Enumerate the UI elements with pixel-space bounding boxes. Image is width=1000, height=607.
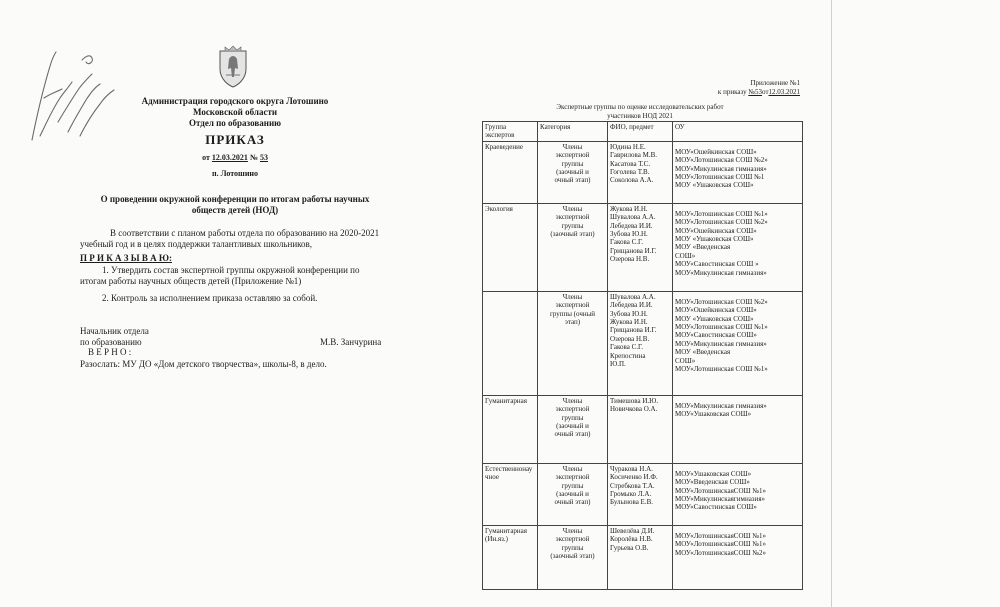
schools-line: МОУ«Ошейкинская СОШ» [675, 226, 757, 235]
category-line: (заочный и [556, 490, 589, 499]
table-row [483, 525, 803, 589]
schools-line: МОУ«Лотошинская СОШ №2» [675, 218, 768, 227]
members-line: Новичкова О.А. [610, 405, 658, 414]
schools-line: МОУ«ЛотошинскаяСОШ №1» [675, 540, 766, 549]
table-row [483, 291, 803, 395]
category-line: экспертной [555, 473, 590, 482]
table-header-row [483, 122, 803, 142]
order-word: П Р И К А З Ы В А Ю: [80, 253, 172, 263]
appendix-title [520, 103, 760, 120]
schools-line: СОШ» [675, 251, 696, 260]
number-prefix: № [249, 153, 258, 162]
members-line: Косиченко И.Ф. [610, 473, 658, 482]
category-line: группы (очный [549, 309, 596, 318]
table-cell-schools [673, 203, 803, 291]
table-cell-schools [673, 291, 803, 395]
table-cell-members [608, 203, 673, 291]
subject-line-2: обществ детей (НОД) [191, 205, 279, 215]
column-header: Группа экспертов [483, 122, 538, 142]
preamble-line-2: учебный год и в целях поддержки талантливых школьников, [80, 239, 313, 249]
members-line: Громыко Л.А. [610, 490, 652, 499]
table-cell-group [483, 395, 538, 463]
table-cell-members [608, 463, 673, 525]
members-line: Зубова Ю.Н. [610, 230, 648, 239]
schools-line: МОУ«Лотошинская СОШ №1» [675, 323, 768, 332]
schools-line: МОУ«Микулинская гимназия» [675, 268, 767, 277]
handwritten-signature [22, 40, 122, 150]
table-row [483, 203, 803, 291]
column-header: ФИО, предмет [608, 122, 673, 142]
appendix-label: Приложение №1 [750, 79, 800, 87]
schools-line: МОУ«Савостинская СОШ» [675, 331, 757, 340]
order-number: 53 [259, 153, 268, 162]
members-line: Жукова И.Н. [610, 204, 648, 213]
ref-prefix: к приказу [717, 88, 747, 96]
members-line: Грищанова И.Г. [610, 326, 657, 335]
group-line: (Ин.яз.) [485, 535, 508, 544]
table-cell-members [608, 525, 673, 589]
schools-line: МОУ«Лотошинская СОШ №2» [675, 156, 768, 165]
members-line: Гаврилова М.В. [610, 151, 657, 160]
expert-groups-table [482, 121, 803, 590]
category-line: очный этап) [554, 430, 591, 439]
members-line: Касатова Т.С. [610, 159, 651, 168]
table-cell-category [538, 525, 608, 589]
category-line: группы [561, 543, 584, 552]
appendix-title-line-1: Экспертные группы по оценке исследовательских работ [556, 103, 724, 111]
category-line: группы [561, 413, 584, 422]
item1-line-2: итогам работы научных обществ детей (Приложение №1) [80, 276, 302, 286]
schools-line: СОШ» [675, 356, 696, 365]
coat-of-arms-icon [216, 45, 250, 89]
category-line: (заочный и [556, 422, 589, 431]
category-line: этап) [564, 318, 581, 327]
document-type: ПРИКАЗ [205, 132, 265, 147]
category-line: Члены [562, 396, 583, 405]
schools-line: МОУ«Ушаковская СОШ» [675, 469, 752, 478]
category-line: экспертной [555, 213, 590, 222]
schools-line: МОУ«ЛотошинскаяСОШ №2» [675, 548, 766, 557]
ref-number: №53 [748, 88, 763, 96]
org-line-1: Администрация городского округа Лотошино [141, 96, 329, 106]
table-row [483, 395, 803, 463]
column-header: Категория [538, 122, 608, 142]
members-line: Чуракова Н.А. [610, 464, 653, 473]
schools-line: МОУ «Ушаковская СОШ» [675, 235, 754, 244]
members-line: Лебедева И.И. [610, 221, 653, 230]
date-prefix: от [202, 153, 210, 162]
table-cell-category [538, 463, 608, 525]
item1-line-1: 1. Утвердить состав экспертной группы окружной конференции по [102, 265, 360, 275]
schools-line: МОУ«ЛотошинскаяСОШ №1» [675, 531, 766, 540]
group-line: Экология [485, 204, 513, 213]
table-cell-members [608, 291, 673, 395]
distribution: Разослать: МУ ДО «Дом детского творчества», школы-8, в дело. [80, 359, 327, 369]
members-line: Крепостина [610, 351, 646, 360]
schools-line: МОУ «Ушаковская СОШ» [675, 181, 754, 190]
table-cell-schools [673, 395, 803, 463]
members-line: Гурьева О.В. [610, 543, 649, 552]
category-line: группы [561, 481, 584, 490]
head-title-line-1: Начальник отдела [80, 326, 149, 336]
members-line: Королёва Н.В. [610, 535, 653, 544]
members-line: Гакова С.Г. [610, 343, 644, 352]
category-line: Члены [562, 464, 583, 473]
category-line: Члены [562, 204, 583, 213]
members-line: Озерова Н.В. [610, 255, 650, 264]
place: п. Лотошино [211, 169, 259, 178]
schools-line: МОУ«Лотошинская СОШ №1 [675, 173, 765, 182]
preamble-line-1: В соответствии с планом работы отдела по образованию на 2020-2021 [110, 228, 380, 238]
preamble [80, 228, 400, 250]
table-cell-group [483, 141, 538, 203]
category-line: очный этап) [554, 498, 591, 507]
members-line: Шувалова А.А. [610, 292, 656, 301]
members-line: Жукова И.Н. [610, 318, 648, 327]
appendix-title-line-2: участников НОД 2021 [607, 111, 673, 120]
category-line: экспертной [555, 151, 590, 160]
order-item-1 [80, 265, 400, 287]
category-line: Члены [562, 142, 583, 151]
subject-line-1: О проведении окружной конференции по итогам работы научных [100, 194, 370, 204]
category-line: Члены [562, 526, 583, 535]
members-line: Соколова А.А. [610, 176, 654, 185]
category-line: экспертной [555, 405, 590, 414]
table-cell-group [483, 525, 538, 589]
table-cell-category [538, 141, 608, 203]
schools-line: МОУ«Савостинская СОШ» [675, 503, 757, 512]
group-line: Гуманитарная [485, 526, 527, 535]
category-line: группы [561, 159, 584, 168]
table-cell-group [483, 203, 538, 291]
order-item-2: 2. Контроль за исполнением приказа оставляю за собой. [102, 293, 318, 303]
members-line: Шувалова А.А. [610, 213, 656, 222]
table-cell-schools [673, 141, 803, 203]
group-line: Естественнонау [485, 464, 533, 473]
members-line: Грищанова И.Г. [610, 246, 657, 255]
members-line: Озерова Н.В. [610, 334, 650, 343]
category-line: Члены [562, 292, 583, 301]
table-row [483, 141, 803, 203]
order-subject [70, 194, 400, 216]
group-line: Гуманитарная [485, 396, 527, 405]
org-line-3: Отдел по образованию [188, 118, 282, 128]
schools-line: МОУ «Ушаковская СОШ» [675, 314, 754, 323]
org-line-2: Московской области [192, 107, 278, 117]
schools-line: МОУ«Ошейкинская СОШ» [675, 147, 757, 156]
group-line: Краеведение [485, 142, 523, 151]
head-title [80, 326, 149, 348]
category-line: (заочный этап) [550, 552, 595, 561]
category-line: очный этап) [554, 176, 591, 185]
table-cell-members [608, 395, 673, 463]
schools-line: МОУ«Лотошинская СОШ №1» [675, 209, 768, 218]
schools-line: МОУ«ЛотошинскаяСОШ №1» [675, 486, 766, 495]
ref-date: 12.03.2021 [768, 88, 800, 96]
members-line: Шевелёва Д.И. [610, 526, 655, 535]
order-date: 12.03.2021 [211, 153, 248, 162]
members-line: Булынова Е.В. [610, 498, 653, 507]
members-line: Стребкова Т.А. [610, 481, 655, 490]
column-header: ОУ [673, 122, 803, 142]
order-date-line [150, 153, 320, 163]
group-line: чное [485, 473, 499, 482]
table-cell-schools [673, 463, 803, 525]
table-cell-schools [673, 525, 803, 589]
schools-line: МОУ«Лотошинская СОШ №2» [675, 297, 768, 306]
category-line: экспертной [555, 301, 590, 310]
category-line: группы [561, 221, 584, 230]
schools-line: МОУ «Введенская [675, 348, 731, 357]
members-line: Гоголева Т.В. [610, 168, 650, 177]
schools-line: МОУ«Микулинская гимназия» [675, 401, 767, 410]
table-cell-category [538, 395, 608, 463]
schools-line: МОУ«Савостинская СОШ » [675, 260, 759, 269]
schools-line: МОУ«Введенская СОШ» [675, 478, 750, 487]
schools-line: МОУ«Микулинскаягимназия» [675, 495, 766, 504]
ref-mid: от [762, 88, 769, 96]
head-title-line-2: по образованию [80, 337, 142, 347]
page-edge [831, 0, 832, 607]
table-cell-group [483, 291, 538, 395]
verno: В Е Р Н О : [88, 347, 132, 357]
members-line: Гакова С.Г. [610, 238, 644, 247]
category-line: (заочный этап) [550, 230, 595, 239]
appendix-ref [718, 88, 800, 97]
category-line: (заочный и [556, 168, 589, 177]
table-cell-category [538, 203, 608, 291]
members-line: Ю.П. [610, 360, 626, 369]
table-cell-group [483, 463, 538, 525]
schools-line: МОУ«Ушаковская СОШ» [675, 410, 752, 419]
members-line: Лебедева И.И. [610, 301, 653, 310]
head-name: М.В. Занчурина [320, 337, 382, 347]
members-line: Тимешова И.Ю. [610, 396, 659, 405]
schools-line: МОУ«Лотошинская СОШ №1» [675, 365, 768, 374]
schools-line: МОУ«Микулинская гимназия» [675, 164, 767, 173]
schools-line: МОУ«Микулинская гимназия» [675, 339, 767, 348]
members-line: Зубова Ю.Н. [610, 309, 648, 318]
members-line: Юдина Н.Е. [610, 142, 646, 151]
table-cell-members [608, 141, 673, 203]
category-line: экспертной [555, 535, 590, 544]
schools-line: МОУ «Введенская [675, 243, 731, 252]
schools-line: МОУ«Ошейкинская СОШ» [675, 306, 757, 315]
table-cell-category [538, 291, 608, 395]
table-row [483, 463, 803, 525]
